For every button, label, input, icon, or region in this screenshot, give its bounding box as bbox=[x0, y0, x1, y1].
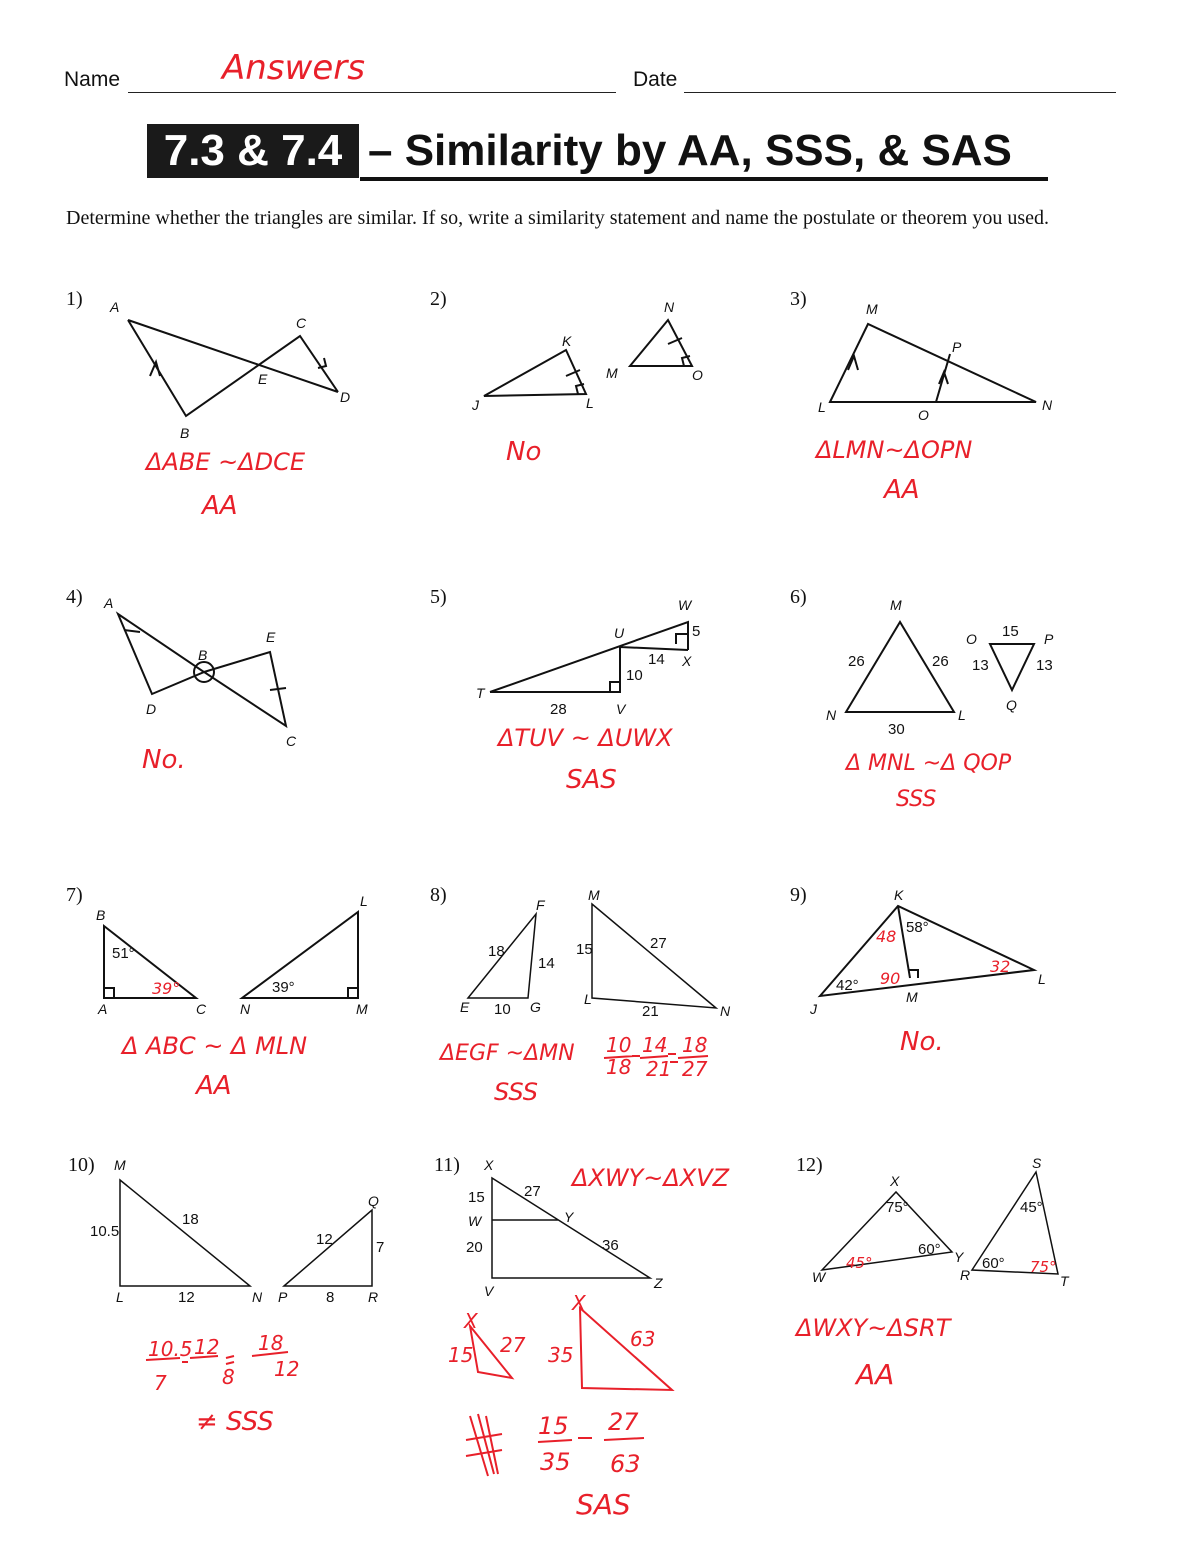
p5-label: V bbox=[616, 701, 626, 717]
p1-label: B bbox=[180, 425, 190, 441]
answer-statement: ΔWXY~ΔSRT bbox=[796, 1314, 951, 1342]
p7-label: B bbox=[96, 907, 106, 923]
p3-triangles bbox=[830, 324, 1036, 402]
p3-label: L bbox=[818, 399, 826, 415]
p10-number: 7 bbox=[376, 1239, 385, 1256]
p7-angle-handwritten: 39° bbox=[152, 979, 181, 998]
p11-label: V bbox=[484, 1283, 494, 1299]
p12-label: S bbox=[1032, 1155, 1042, 1171]
p11-label: Z bbox=[654, 1275, 663, 1291]
ratio-numerator: 14 bbox=[642, 1033, 668, 1057]
answer-statement: Δ ABC ~ Δ MLN bbox=[122, 1032, 308, 1060]
p6-number: 30 bbox=[888, 721, 905, 738]
p1-label: E bbox=[258, 371, 268, 387]
p6-label: M bbox=[890, 597, 902, 613]
p12-angle: 60° bbox=[918, 1241, 941, 1258]
p9-angle-handwritten: 90 bbox=[880, 969, 901, 988]
p8-label: N bbox=[720, 1003, 731, 1019]
p2-label: N bbox=[664, 299, 675, 315]
name-value: Answers bbox=[222, 48, 365, 88]
answer-statement: ΔTUV ~ ΔUWX bbox=[498, 724, 673, 752]
p2-label: O bbox=[692, 367, 703, 383]
problem-number: 6) bbox=[790, 586, 807, 608]
p2-label: K bbox=[562, 333, 572, 349]
answer-method: AA bbox=[856, 1358, 895, 1391]
ratio-denominator: 7 bbox=[154, 1371, 167, 1395]
p7-label: A bbox=[98, 1001, 108, 1017]
instructions: Determine whether the triangles are similar. If so, write a similarity statement and name the postulate or theorem you used. bbox=[66, 207, 1050, 229]
ratio-numerator: 10 bbox=[606, 1033, 632, 1057]
p3-label: M bbox=[866, 301, 878, 317]
p1-label: D bbox=[340, 389, 351, 405]
sketch-label: 27 bbox=[500, 1333, 526, 1357]
p3-label: P bbox=[952, 339, 962, 355]
p7-label: M bbox=[356, 1001, 368, 1017]
section-badge: 7.3 & 7.4 bbox=[147, 124, 359, 178]
problem-number: 3) bbox=[790, 288, 807, 310]
p8-number: 15 bbox=[576, 941, 593, 958]
p8-triangle-lmn bbox=[592, 904, 716, 1008]
p5-number: 14 bbox=[648, 651, 665, 668]
p11-scribble bbox=[466, 1414, 502, 1476]
sketch-label: 35 bbox=[548, 1343, 574, 1367]
p7-angle: 51° bbox=[112, 945, 135, 962]
p12-angle: 60° bbox=[982, 1255, 1005, 1272]
p8-label: L bbox=[584, 991, 592, 1007]
p9-angle: 42° bbox=[836, 977, 859, 994]
p12-label: Y bbox=[954, 1249, 964, 1265]
p9-label: L bbox=[1038, 971, 1046, 987]
problem-number: 12) bbox=[796, 1154, 823, 1176]
p7-triangle-abc bbox=[104, 926, 196, 998]
answer-method: AA bbox=[196, 1071, 232, 1101]
problem-number: 1) bbox=[66, 288, 83, 310]
p8-number: 14 bbox=[538, 955, 555, 972]
problem-number: 8) bbox=[430, 884, 447, 906]
p7-label: L bbox=[360, 893, 368, 909]
p4-triangles bbox=[118, 614, 286, 726]
p8-label: F bbox=[536, 897, 545, 913]
p6-number: 26 bbox=[932, 653, 949, 670]
answer-statement: ΔEGF ~ΔMN bbox=[440, 1041, 575, 1066]
answer-method: SSS bbox=[494, 1078, 538, 1106]
p10-label: L bbox=[116, 1289, 124, 1305]
p12-angle-handwritten: 75° bbox=[1030, 1258, 1057, 1276]
p7-label: C bbox=[196, 1001, 207, 1017]
ratio-denominator: 27 bbox=[682, 1057, 708, 1081]
answer-method: SSS bbox=[896, 787, 937, 812]
p11-label: X bbox=[484, 1157, 494, 1173]
ratio-denominator: 18 bbox=[606, 1055, 632, 1079]
ratio-denominator: 8 bbox=[222, 1365, 235, 1389]
p6-triangle-qop bbox=[990, 644, 1034, 690]
p5-label: X bbox=[682, 653, 692, 669]
p11-number: 20 bbox=[466, 1239, 483, 1256]
p5-number: 5 bbox=[692, 623, 701, 640]
p7-label: N bbox=[240, 1001, 251, 1017]
p9-angle: 58° bbox=[906, 919, 929, 936]
p8-number: 27 bbox=[650, 935, 667, 952]
p5-label: U bbox=[614, 625, 625, 641]
ratio-denominator: 21 bbox=[646, 1057, 672, 1081]
p3-parallel-marks bbox=[848, 356, 948, 384]
p11-triangle bbox=[492, 1178, 650, 1278]
date-label: Date bbox=[633, 68, 678, 91]
p6-label: P bbox=[1044, 631, 1054, 647]
answer-statement: ΔXWY~ΔXVZ bbox=[572, 1164, 730, 1192]
p4-label: B bbox=[198, 647, 208, 663]
p6-label: N bbox=[826, 707, 837, 723]
p10-number: 12 bbox=[316, 1231, 333, 1248]
p12-label: W bbox=[812, 1269, 826, 1285]
p10-label: N bbox=[252, 1289, 263, 1305]
p10-triangle-pqr bbox=[284, 1210, 372, 1286]
p1-label: C bbox=[296, 315, 307, 331]
ratio-denominator: 35 bbox=[540, 1448, 571, 1476]
p1-label: A bbox=[110, 299, 120, 315]
p12-angle: 45° bbox=[1020, 1199, 1043, 1216]
p6-number: 13 bbox=[1036, 657, 1053, 674]
ratio-numerator: 27 bbox=[608, 1408, 639, 1436]
p12-angle-handwritten: 45° bbox=[846, 1254, 873, 1272]
p10-number: 18 bbox=[182, 1211, 199, 1228]
p4-label: D bbox=[146, 701, 157, 717]
p12-angle: 75° bbox=[886, 1199, 909, 1216]
page-title: – Similarity by AA, SSS, & SAS bbox=[368, 126, 1012, 175]
answer-statement: No. bbox=[900, 1027, 944, 1057]
p6-label: Q bbox=[1006, 697, 1017, 713]
p2-label: J bbox=[472, 397, 479, 413]
p9-angle-handwritten: 32 bbox=[990, 957, 1011, 976]
p11-number: 27 bbox=[524, 1183, 541, 1200]
answer-statement: No. bbox=[142, 745, 186, 775]
ratio-numerator: 18 bbox=[258, 1331, 284, 1355]
p6-number: 15 bbox=[1002, 623, 1019, 640]
p9-label: K bbox=[894, 887, 904, 903]
p10-number: 8 bbox=[326, 1289, 335, 1306]
p12-label: R bbox=[960, 1267, 971, 1283]
p9-angle-handwritten: 48 bbox=[876, 927, 897, 946]
answer-statement: No bbox=[506, 437, 542, 467]
p6-number: 13 bbox=[972, 657, 989, 674]
p10-label: P bbox=[278, 1289, 288, 1305]
name-label: Name bbox=[64, 68, 121, 91]
p4-label: C bbox=[286, 733, 297, 749]
ratio-denominator: 12 bbox=[274, 1357, 300, 1381]
p12-label: T bbox=[1060, 1273, 1069, 1289]
p8-label: M bbox=[588, 887, 600, 903]
p3-label: O bbox=[918, 407, 929, 423]
answer-statement: Δ MNL ~Δ QOP bbox=[846, 751, 1012, 776]
p1-parallel-marks bbox=[150, 358, 326, 376]
p12-label: X bbox=[890, 1173, 900, 1189]
p8-number: 21 bbox=[642, 1003, 659, 1020]
answer-method: AA bbox=[202, 491, 238, 521]
p10-label: R bbox=[368, 1289, 379, 1305]
p10-label: Q bbox=[368, 1193, 379, 1209]
problem-number: 11) bbox=[434, 1154, 460, 1176]
p8-number: 10 bbox=[494, 1001, 511, 1018]
problem-number: 10) bbox=[68, 1154, 95, 1176]
problem-number: 2) bbox=[430, 288, 447, 310]
p8-label: G bbox=[530, 999, 541, 1015]
p6-label: O bbox=[966, 631, 977, 647]
p11-number: 36 bbox=[602, 1237, 619, 1254]
p3-label: N bbox=[1042, 397, 1053, 413]
problem-number: 5) bbox=[430, 586, 447, 608]
p6-label: L bbox=[958, 707, 966, 723]
answer-method: AA bbox=[884, 475, 920, 505]
p9-label: J bbox=[810, 1001, 817, 1017]
answer-method: ≠ SSS bbox=[196, 1407, 274, 1437]
answer-statement: ΔABE ~ΔDCE bbox=[146, 448, 306, 476]
p11-label: Y bbox=[564, 1209, 574, 1225]
ratio-numerator: 18 bbox=[682, 1033, 708, 1057]
p10-label: M bbox=[114, 1157, 126, 1173]
p7-triangle-mln bbox=[242, 912, 358, 998]
p8-number: 18 bbox=[488, 943, 505, 960]
problem-number: 4) bbox=[66, 586, 83, 608]
p7-angle: 39° bbox=[272, 979, 295, 996]
sketch-label: 63 bbox=[630, 1327, 656, 1351]
p10-number: 12 bbox=[178, 1289, 195, 1306]
answer-method: SAS bbox=[566, 765, 617, 795]
p1-triangles bbox=[128, 320, 338, 416]
sketch-label: X bbox=[572, 1291, 586, 1315]
p2-label: L bbox=[586, 395, 594, 411]
p10-number: 10.5 bbox=[90, 1223, 120, 1240]
p2-label: M bbox=[606, 365, 618, 381]
p4-label: E bbox=[266, 629, 276, 645]
p11-number: 15 bbox=[468, 1189, 485, 1206]
sketch-label: X bbox=[464, 1309, 478, 1333]
ratio-denominator: 63 bbox=[610, 1450, 641, 1478]
p8-label: E bbox=[460, 999, 470, 1015]
problem-number: 7) bbox=[66, 884, 83, 906]
answer-statement: ΔLMN~ΔOPN bbox=[816, 436, 973, 464]
p11-label: W bbox=[468, 1213, 482, 1229]
p5-label: W bbox=[678, 597, 692, 613]
p11-sketch-large bbox=[580, 1308, 672, 1390]
p7-right-marks bbox=[104, 988, 358, 998]
ratio-numerator: 12 bbox=[194, 1335, 220, 1359]
p4-label: A bbox=[104, 595, 114, 611]
p10-triangle-lmn bbox=[120, 1180, 250, 1286]
p9-label: M bbox=[906, 989, 918, 1005]
p5-number: 28 bbox=[550, 701, 567, 718]
ratio-numerator: 15 bbox=[538, 1412, 569, 1440]
p5-label: T bbox=[476, 685, 485, 701]
p5-number: 10 bbox=[626, 667, 643, 684]
p6-number: 26 bbox=[848, 653, 865, 670]
sketch-label: 15 bbox=[448, 1343, 474, 1367]
answer-method: SAS bbox=[576, 1488, 631, 1521]
ratio-numerator: 10.5 bbox=[148, 1337, 193, 1361]
problem-number: 9) bbox=[790, 884, 807, 906]
